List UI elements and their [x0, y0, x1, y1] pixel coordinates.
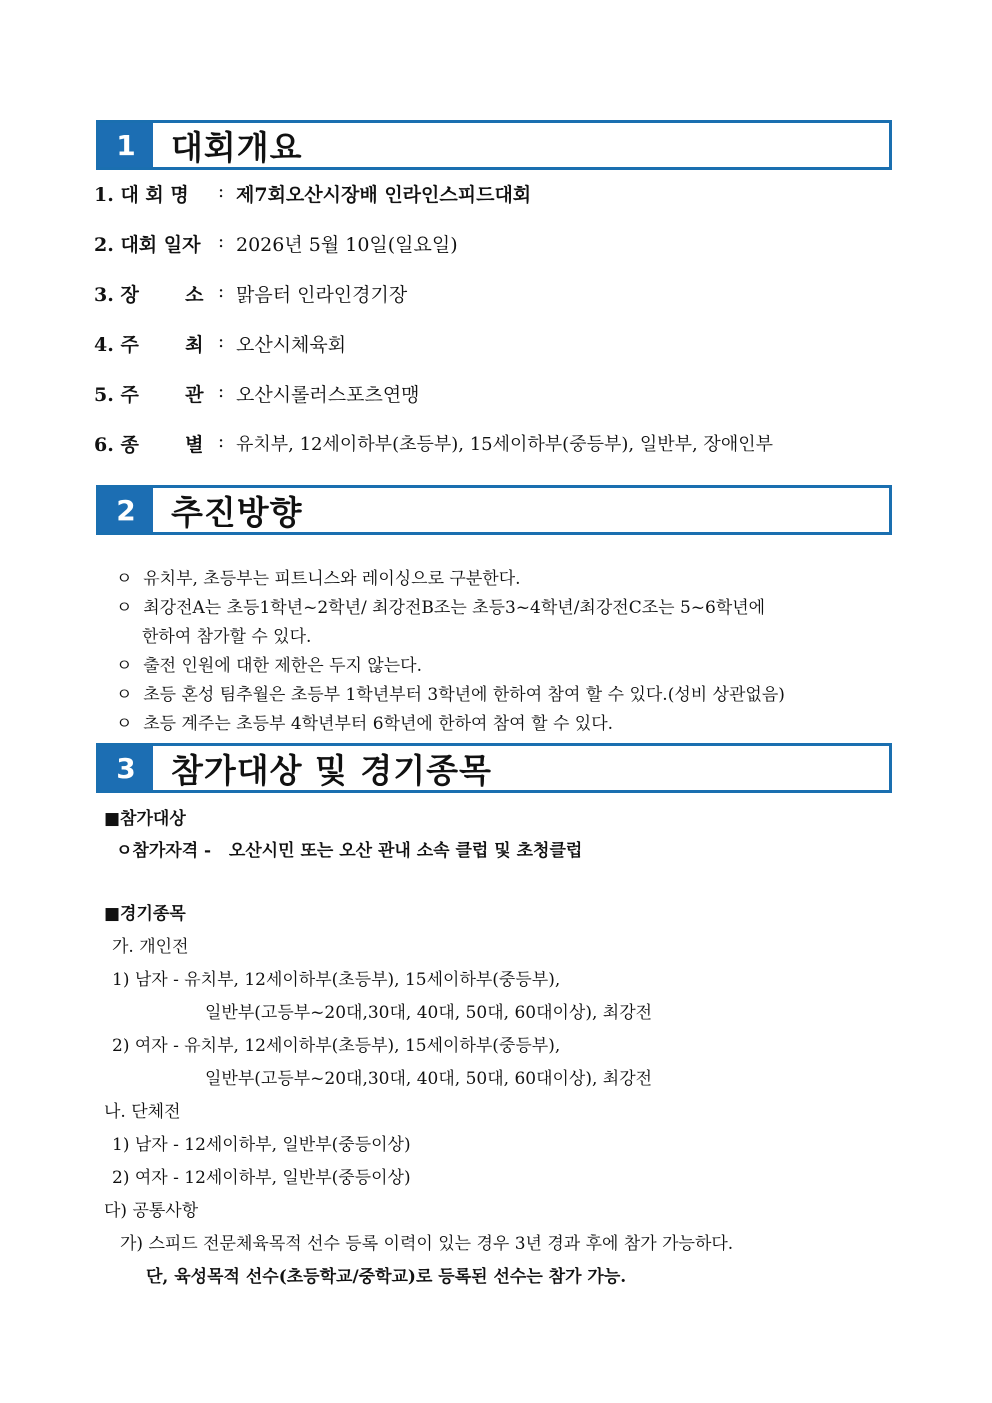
list-item: ㅇ 출전 인원에 대한 제한은 두지 않는다.	[116, 656, 422, 676]
list-item-note: 단, 육성목적 선수(초등학교/중학교)로 등록된 선수는 참가 가능.	[146, 1267, 627, 1287]
section-number: 2	[99, 488, 153, 532]
list-item: ㅇ 최강전A는 초등1학년~2학년/ 최강전B조는 초등3~4학년/최강전C조는 5~6학년에	[116, 598, 766, 618]
section-header-2	[96, 485, 892, 535]
section-number: 3	[99, 746, 153, 790]
individual-title: 가. 개인전	[112, 937, 189, 957]
participants-qualification: ㅇ참가자격 - 오산시민 또는 오산 관내 소속 클럽 및 초청클럽	[116, 841, 583, 861]
overview-label: 6. 종 별	[94, 434, 204, 456]
events-heading: ■경기종목	[104, 904, 186, 924]
list-item: ㅇ 초등 혼성 팀추월은 초등부 1학년부터 3학년에 한하여 참여 할 수 있다.(성비 상관없음)	[116, 685, 785, 705]
list-item: 1) 남자 - 유치부, 12세이하부(초등부), 15세이하부(중등부),	[112, 970, 561, 990]
overview-label: 3. 장 소	[94, 284, 204, 306]
overview-value: 유치부, 12세이하부(초등부), 15세이하부(중등부), 일반부, 장애인부	[236, 434, 773, 455]
list-item: 2) 여자 - 12세이하부, 일반부(중등이상)	[112, 1168, 411, 1188]
section-header-1	[96, 120, 892, 170]
overview-value: 오산시체육회	[236, 334, 347, 356]
overview-value: 제7회오산시장배 인라인스피드대회	[236, 184, 532, 206]
overview-colon: :	[218, 431, 225, 452]
team-title: 나. 단체전	[104, 1102, 181, 1122]
overview-colon: :	[218, 331, 225, 352]
overview-value: 2026년 5월 10일(일요일)	[236, 234, 458, 256]
participants-heading: ■참가대상	[104, 809, 186, 829]
section-number: 1	[99, 123, 153, 167]
overview-value: 오산시롤러스포츠연맹	[236, 384, 420, 406]
list-item-continued: 일반부(고등부~20대,30대, 40대, 50대, 60대이상), 최강전	[205, 1069, 653, 1089]
overview-label: 5. 주 관	[94, 384, 204, 406]
section-title: 대회개요	[171, 127, 303, 167]
overview-colon: :	[218, 281, 225, 302]
section-title: 추진방향	[171, 492, 303, 532]
overview-colon: :	[218, 231, 225, 252]
list-item-continued: 일반부(고등부~20대,30대, 40대, 50대, 60대이상), 최강전	[205, 1003, 653, 1023]
overview-label: 1. 대 회 명	[94, 184, 189, 206]
overview-value: 맑음터 인라인경기장	[236, 284, 408, 306]
overview-colon: :	[218, 381, 225, 402]
common-title: 다) 공통사항	[104, 1201, 199, 1221]
list-item: ㅇ 초등 계주는 초등부 4학년부터 6학년에 한하여 참여 할 수 있다.	[116, 714, 614, 734]
overview-label: 4. 주 최	[94, 334, 204, 356]
list-item: ㅇ 유치부, 초등부는 피트니스와 레이싱으로 구분한다.	[116, 569, 521, 589]
list-item: 가) 스피드 전문체육목적 선수 등록 이력이 있는 경우 3년 경과 후에 참가 가능하다.	[120, 1234, 734, 1254]
overview-label: 2. 대회 일자	[94, 234, 201, 256]
section-title: 참가대상 및 경기종목	[171, 750, 492, 790]
list-item-continued: 한하여 참가할 수 있다.	[142, 627, 312, 647]
section-header-3	[96, 743, 892, 793]
overview-colon: :	[218, 181, 225, 202]
list-item: 1) 남자 - 12세이하부, 일반부(중등이상)	[112, 1135, 411, 1155]
list-item: 2) 여자 - 유치부, 12세이하부(초등부), 15세이하부(중등부),	[112, 1036, 561, 1056]
